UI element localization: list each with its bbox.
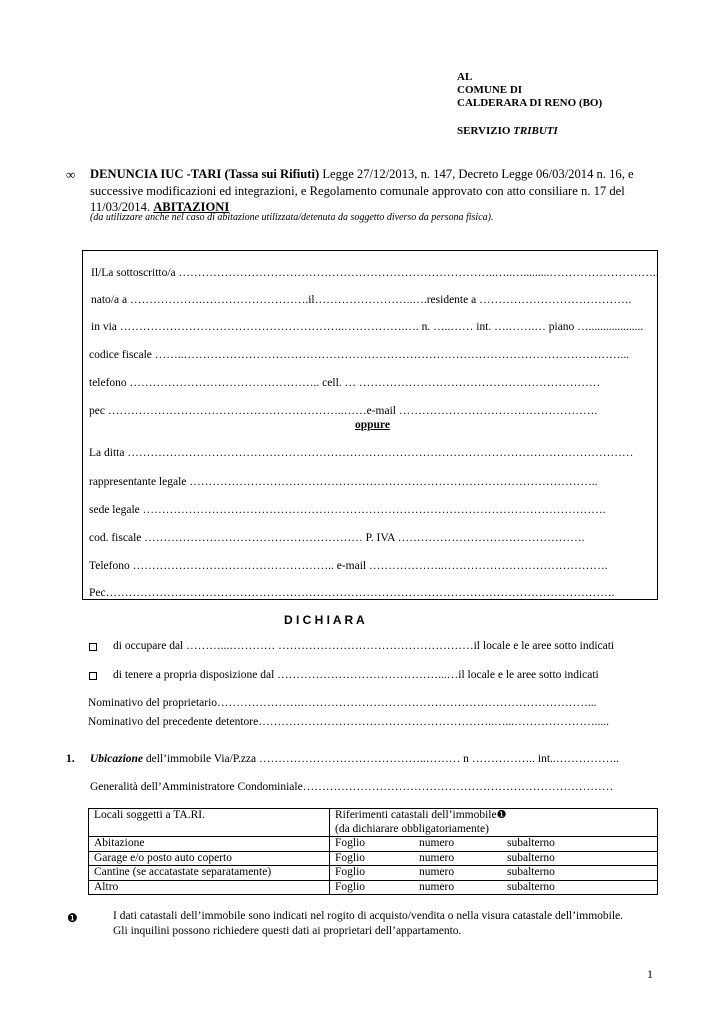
row-catasto[interactable] xyxy=(330,866,658,881)
field-telefono[interactable]: telefono ………………………………………….. cell. … ……………………………………………………… xyxy=(89,377,601,389)
option-disposizione-text[interactable]: di tenere a propria disposizione dal ……………………………………...…il locale e le aree sotto indicati xyxy=(113,669,599,681)
address-line-3: CALDERARA DI RENO (BO) xyxy=(457,97,603,109)
footnote-line-2: Gli inquilini possono richiedere questi dati ai proprietari dell’appartamento. xyxy=(113,925,462,937)
subalterno-label: subalterno xyxy=(507,880,555,893)
field-cod-fiscale-piva[interactable]: cod. fiscale ………………………………………………… P. IVA …………………………………………. xyxy=(89,532,585,544)
row-catasto[interactable] xyxy=(330,880,658,895)
footnote-line-1: I dati catastali dell’immobile sono indicati nel rogito di acquisto/vendita o nella visura catastale dell’immobile. xyxy=(113,910,624,922)
field-telefono-email[interactable]: Telefono …………………………………………….. e-mail ………………..……………………………………. xyxy=(89,560,608,572)
numero-label: numero xyxy=(419,851,455,864)
field-indirizzo[interactable]: in via …………………………………………………..…………….…. n. …..…… int. ….…….… piano …................... xyxy=(91,321,644,333)
foglio-label: Foglio xyxy=(335,851,366,864)
field-amministratore[interactable]: Generalità dell’Amministratore Condominiale……………………………………………………………………… xyxy=(90,781,614,793)
table-row xyxy=(89,851,658,866)
subalterno-label: subalterno xyxy=(507,851,555,864)
title-bullet: ∞ xyxy=(66,167,76,182)
numero-label: numero xyxy=(419,880,455,893)
field-nato-residente[interactable]: nato/a a ……………….……………………….il……………………..….residente a …………………………………. xyxy=(91,294,632,306)
field-ditta[interactable]: La ditta …………………………………………………………………………………………………………………… xyxy=(89,447,634,459)
option-occupare-text[interactable]: di occupare dal ………...………… ……………………………………………il locale e le aree sotto indicati xyxy=(113,640,615,652)
declaration-title xyxy=(90,166,662,216)
field-codice-fiscale[interactable]: codice fiscale ……..……………………………………………………………………………………………………... xyxy=(89,349,630,361)
catasto-table xyxy=(88,808,658,895)
subalterno-label: subalterno xyxy=(507,866,555,878)
field-sottoscritto[interactable]: Il/La sottoscritto/a ………………………………………………………………………..…..….........……………………….. xyxy=(91,267,659,279)
item-number: 1. xyxy=(66,753,75,765)
footnote-icon: ❶ xyxy=(67,911,78,925)
header-riferimenti-line2: (da dichiarare obbligatoriamente) xyxy=(335,822,489,835)
declarant-form-box xyxy=(82,250,658,600)
table-row xyxy=(89,837,658,852)
checkbox-occupare[interactable] xyxy=(89,643,97,651)
row-label: Abitazione xyxy=(89,837,330,852)
service-italic: TRIBUTI xyxy=(513,125,558,137)
field-pec[interactable]: pec ……………………………………………………..……e-mail ……………………………………………. xyxy=(89,405,598,417)
service-prefix: SERVIZIO xyxy=(457,125,514,137)
table-row xyxy=(89,866,658,881)
header-riferimenti xyxy=(330,809,658,837)
service-line xyxy=(457,125,558,137)
title-note: (da utilizzare anche nel caso di abitazione utilizzata/detenuta da soggetto diverso da persona fisica). xyxy=(90,212,494,223)
row-catasto[interactable] xyxy=(330,837,658,852)
title-bold: DENUNCIA IUC -TARI (Tassa sui Rifiuti) xyxy=(90,167,320,181)
numero-label: numero xyxy=(419,837,455,849)
footnote-mark-icon: ❶ xyxy=(496,809,507,821)
oppure-label: oppure xyxy=(355,419,390,431)
row-label: Cantine (se accatastate separatamente) xyxy=(89,866,330,881)
table-row xyxy=(89,880,658,895)
header-riferimenti-line1: Riferimenti catastali dell’immobile xyxy=(335,809,497,821)
row-catasto[interactable] xyxy=(330,851,658,866)
title-text: Legge 27/12/2013, n. 147, Decreto Legge 06/03/2014 n. 16, e successive modificazioni ed integrazioni, e Regolamento comunale approvato con atto consiliare n. 17 del 11/03/2014. xyxy=(90,167,634,214)
title-underlined: ABITAZIONI xyxy=(153,200,230,214)
address-line-1: AL xyxy=(457,71,473,83)
header-locali: Locali soggetti a TA.RI. xyxy=(89,809,330,837)
field-pec-ditta[interactable]: Pec……………………………………………………………………………………………………………………. xyxy=(89,587,615,599)
subalterno-label: subalterno xyxy=(507,837,555,849)
field-precedente-detentore[interactable]: Nominativo del precedente detentore……………………………………………………..…...…………………..... xyxy=(88,716,609,728)
field-rappresentante-legale[interactable]: rappresentante legale …………………………………………………………………………………………….. xyxy=(89,476,598,488)
page-number: 1 xyxy=(647,967,653,981)
checkbox-disposizione[interactable] xyxy=(89,672,97,680)
ubicazione-label: Ubicazione xyxy=(90,753,144,765)
table-header-row xyxy=(89,809,658,837)
row-label: Altro xyxy=(89,880,330,895)
option-disposizione-row xyxy=(89,671,97,683)
dichiara-heading: D I C H I A R A xyxy=(284,613,365,627)
field-proprietario[interactable]: Nominativo del proprietario………………….…………………………………………………………………... xyxy=(88,697,597,709)
field-sede-legale[interactable]: sede legale …………………………………………………………………………………………………………. xyxy=(89,504,606,516)
field-ubicazione[interactable] xyxy=(90,753,619,765)
option-occupare-row xyxy=(89,642,97,654)
foglio-label: Foglio xyxy=(335,880,366,893)
foglio-label: Foglio xyxy=(335,866,366,878)
row-label: Garage e/o posto auto coperto xyxy=(89,851,330,866)
numero-label: numero xyxy=(419,866,455,878)
ubicazione-rest: dell’immobile Via/P.zza ……………………………………..……… n …………….. int..…………….. xyxy=(143,753,620,765)
foglio-label: Foglio xyxy=(335,837,366,849)
address-line-2: COMUNE DI xyxy=(457,84,523,96)
